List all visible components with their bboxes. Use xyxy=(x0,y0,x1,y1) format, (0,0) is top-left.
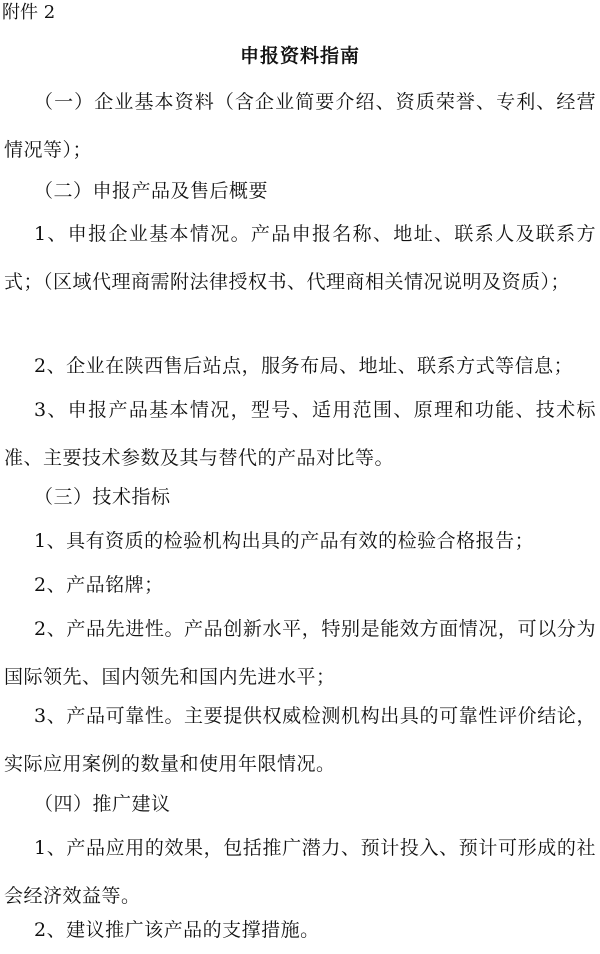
paragraph-after-sales: 2、企业在陕西售后站点，服务布局、地址、联系方式等信息； xyxy=(34,355,574,377)
paragraph-inspection-report: 1、具有资质的检验机构出具的产品有效的检验合格报告； xyxy=(34,530,535,552)
paragraph-reliability: 3、产品可靠性。主要提供权威检测机构出具的可靠性评价结论，实际应用案例的数量和使用年限情况。 xyxy=(4,705,596,775)
document-title: 申报资料指南 xyxy=(239,45,360,67)
paragraph-product-basics: 3、申报产品基本情况，型号、适用范围、原理和功能、技术标准、主要技术参数及其与替代的产品对比等。 xyxy=(4,399,596,469)
attachment-label: 附件 2 xyxy=(2,2,56,23)
paragraph-application-effect: 1、产品应用的效果，包括推广潜力、预计投入、预计可形成的社会经济效益等。 xyxy=(4,837,596,907)
paragraph-nameplate: 2、产品铭牌； xyxy=(34,574,164,596)
paragraph-enterprise-basics: 1、申报企业基本情况。产品申报名称、地址、联系人及联系方式；（区域代理商需附法律授权书、代理商相关情况说明及资质）； xyxy=(4,223,596,293)
section-heading-technical-indicators: （三）技术指标 xyxy=(34,486,171,508)
paragraph-advancement: 2、产品先进性。产品创新水平，特别是能效方面情况，可以分为国际领先、国内领先和国内先进水平； xyxy=(4,618,596,688)
section-heading-enterprise-info: （一）企业基本资料（含企业简要介绍、资质荣誉、专利、经营情况等）； xyxy=(4,91,596,161)
paragraph-support-measures: 2、建议推广该产品的支撑措施。 xyxy=(34,919,320,941)
section-heading-product-summary: （二）申报产品及售后概要 xyxy=(34,180,269,202)
section-heading-promotion: （四）推广建议 xyxy=(34,793,171,815)
